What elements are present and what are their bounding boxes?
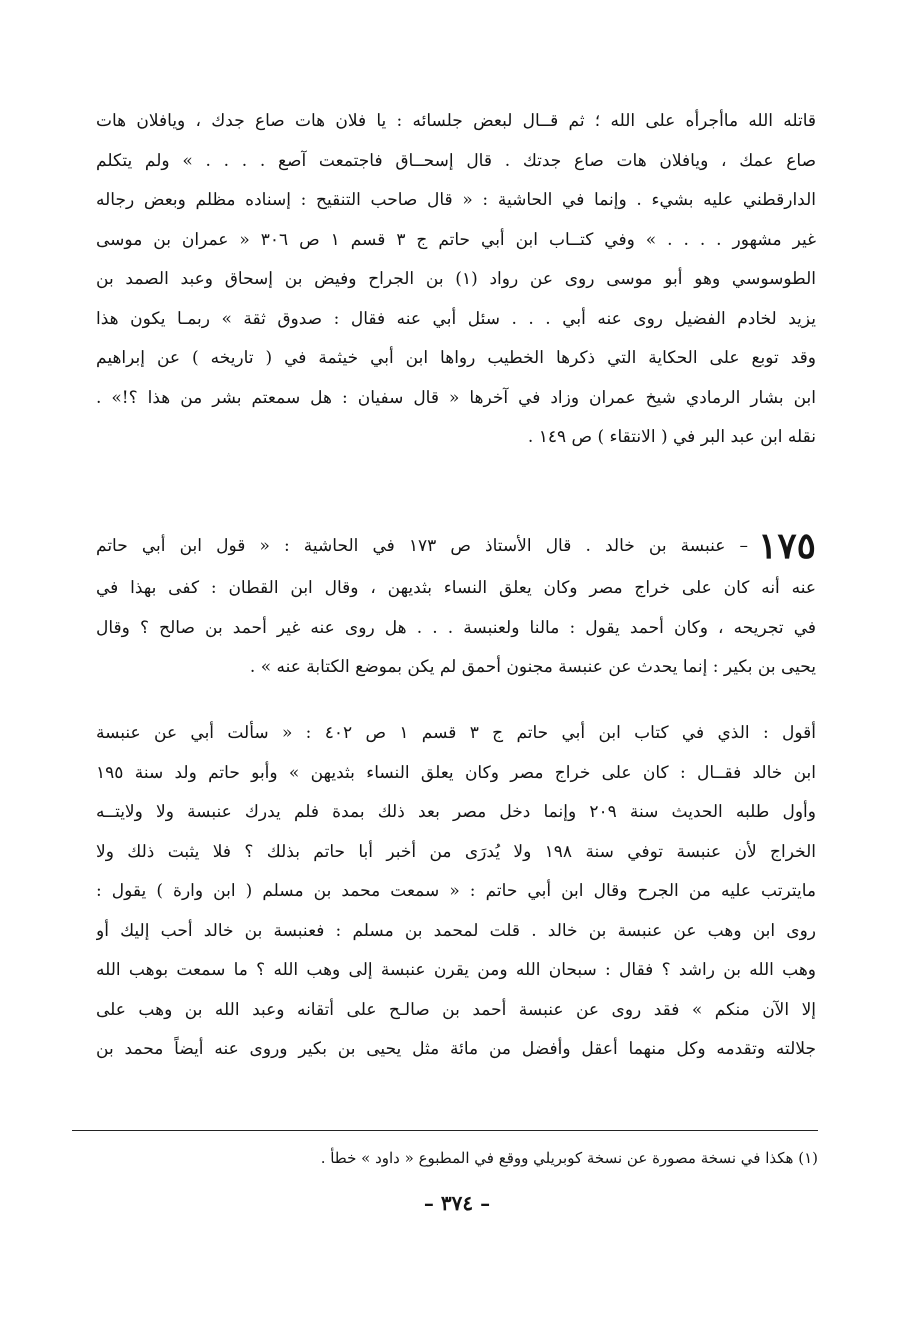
entry-heading-text: – عنبسة بن خالد . قال الأستاذ ص ١٧٣ في الحاشية : « قول ابن أبي حاتم bbox=[96, 536, 748, 556]
entry-heading-line bbox=[96, 523, 816, 569]
text-line: وأول طلبه الحديث سنة ٢٠٩ وإنما دخل مصر بعد ذلك بمدة فلم يدرك عنبسة ولا ولايتــه bbox=[96, 802, 816, 822]
footnote: (١) هكذا في نسخة مصورة عن نسخة كوبريلي ووقع في المطبوع « داود » خطأ . bbox=[320, 1149, 818, 1167]
text-line: عنه أنه كان على خراج مصر وكان يعلق النساء بثديهن ، وقال ابن القطان : كفى بهذا في bbox=[96, 578, 816, 598]
text-line: ابن خالد فقــال : كان على خراج مصر وكان يعلق النساء بثديهن » وأبو حاتم ولد سنة ١٩٥ bbox=[96, 762, 816, 783]
entry-number: ١٧٥ bbox=[757, 525, 816, 567]
text-line: روى ابن وهب عن عنبسة بن خالد . قلت لمحمد بن مسلم : فعنبسة بن خالد أحب إليك أو bbox=[96, 920, 816, 941]
text-line: غير مشهور . . . . » وفي كتــاب ابن أبي حاتم ج ٣ قسم ١ ص ٣٠٦ « عمران بن موسى bbox=[96, 229, 816, 250]
text-line: قاتله الله ماأجرأه على الله ؛ ثم قــال لبعض جلسائه : يا فلان هات صاع جدك ، ويافلان هات bbox=[96, 111, 816, 131]
text-line: جلالته وتقدمه وكل منهما أعقل وأفضل من مائة مثل يحيى بن بكير وروى عنه أيضاً محمد بن bbox=[96, 1039, 816, 1059]
page-number: – ٣٧٤ – bbox=[423, 1191, 491, 1215]
text-line: الدارقطني عليه بشيء . وإنما في الحاشية : « قال صاحب التنقيح : إسناده مظلم وبعض رجاله bbox=[96, 190, 816, 210]
text-line: مايترتب عليه من الجرح وقال ابن أبي حاتم : « سمعت محمد بن مسلم ( ابن وارة ) يقول : bbox=[96, 881, 816, 901]
text-line: إلا الآن منكم » فقد روى عن عنبسة أحمد بن صالـح على أتقانه وعبد الله بن وهب على bbox=[96, 999, 816, 1020]
text-line: وهب الله بن راشد ؟ فقال : سبحان الله ومن يقرن عنبسة إلى وهب الله ؟ ما سمعت بوهب الله bbox=[96, 960, 816, 980]
text-line: يزيد لخادم الفضيل روى عنه أبي . . . سئل أبي عنه فقال : صدوق ثقة » ربمـا يكون هذا bbox=[96, 308, 816, 329]
text-line: وقد توبع على الحكاية التي ذكرها الخطيب رواها ابن أبي خيثمة في ( تاريخه ) عن إبراهيم bbox=[96, 348, 816, 368]
text-line: نقله ابن عبد البر في ( الانتقاء ) ص ١٤٩ . bbox=[527, 427, 816, 447]
text-line: في تجريحه ، وكان أحمد يقول : مالنا ولعنبسة . . . هل روى عنه غير أحمد بن صالح ؟ وقال bbox=[96, 617, 816, 638]
paragraph-response bbox=[96, 714, 816, 1070]
footnote-divider bbox=[72, 1130, 818, 1131]
text-line: ابن بشار الرمادي شيخ عمران وزاد في آخرها « قال سفيان : هل سمعتم بشر من هذا ؟!» . bbox=[96, 387, 816, 408]
text-line: الطوسوسي وهو أبو موسى روى عن رواد (١) بن الجراح وفيض بن إسحاق وعبد الصمد بن bbox=[96, 269, 816, 289]
text-line: أقول : الذي في كتاب ابن أبي حاتم ج ٣ قسم ١ ص ٤٠٢ : « سألت أبي عن عنبسة bbox=[96, 723, 816, 743]
text-line: الخراج لأن عنبسة توفي سنة ١٩٨ ولا يُدرَى من أخبر أبا حاتم بذلك ؟ فلا يثبت ذلك ولا bbox=[96, 841, 816, 862]
text-line: يحيى بن بكير : إنما يحدث عن عنبسة مجنون أحمق لم يكن بموضع الكتابة عنه » . bbox=[249, 657, 816, 677]
entry-175 bbox=[96, 523, 816, 688]
text-line: صاع عمك ، ويافلان هات صاع جدتك . قال إسحــاق فاجتمعت آصع . . . . » ولم يتكلم bbox=[96, 150, 816, 171]
paragraph-narration bbox=[96, 102, 816, 458]
